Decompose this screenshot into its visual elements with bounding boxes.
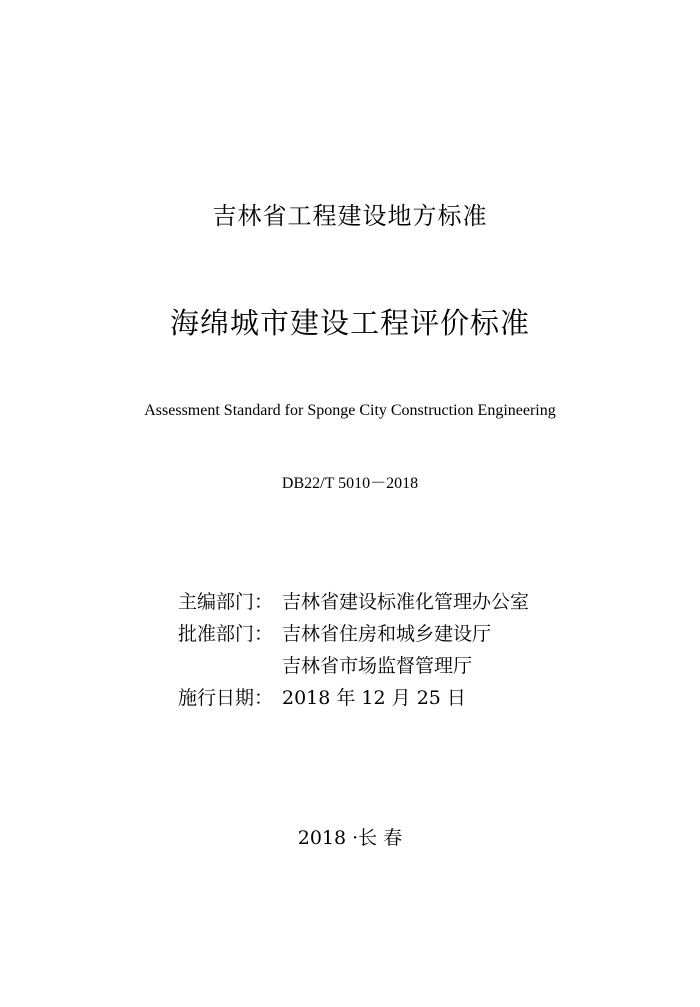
approval-row [178,618,529,650]
series-title: 吉林省工程建设地方标准 [212,202,488,230]
date-label: 施行日期： [178,687,274,709]
approval-label: 批准部门： [178,623,274,645]
standard-code: DB22/T 5010－2018 [281,475,419,492]
publication-info [178,586,529,714]
editor-label: 主编部门： [178,591,274,613]
footer-place-year: 2018 ·长 春 [297,827,403,849]
approval-value-1: 吉林省住房和城乡建设厅 [282,623,492,645]
approval-value-2: 吉林省市场监督管理厅 [282,655,473,677]
date-value: 2018 年 12 月 25 日 [282,687,466,709]
main-title: 海绵城市建设工程评价标准 [169,306,530,340]
approval-row-2 [178,650,529,682]
english-title: Assessment Standard for Sponge City Construction Engineering [144,402,556,419]
editor-value: 吉林省建设标准化管理办公室 [282,591,530,613]
editor-row [178,586,529,618]
approval-label-spacer [178,650,282,682]
date-row [178,682,529,714]
